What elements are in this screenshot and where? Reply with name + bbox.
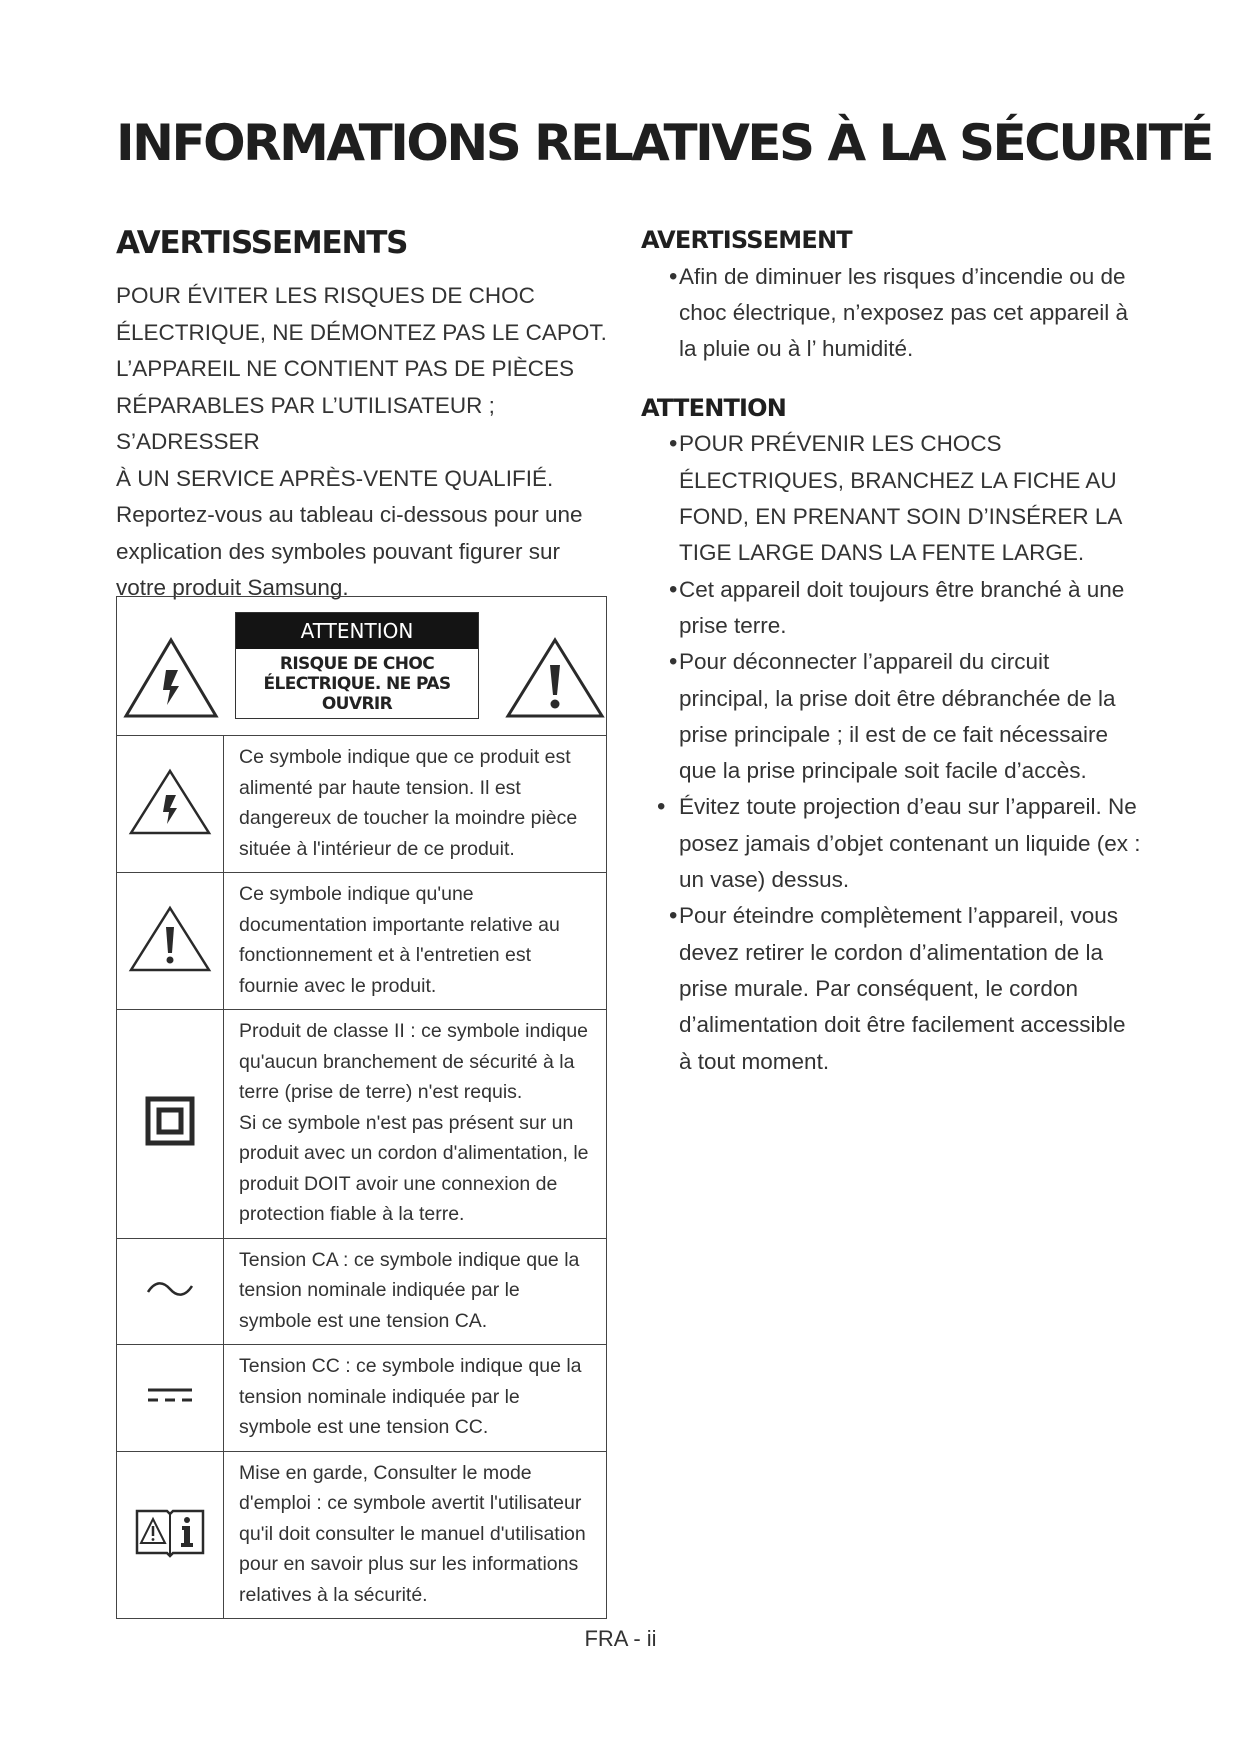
safety-notes [641,226,1141,1080]
page-number: FRA - ii [584,1626,657,1651]
avertissement-list [641,259,1141,368]
list-item: • Cet appareil doit toujours être branché à une prise terre. [641,572,1141,645]
warnings-section [116,226,611,607]
caution-label-title: ATTENTION [236,613,478,649]
caution-label-line: RISQUE DE CHOC [279,654,435,674]
warnings-heading: AVERTISSEMENTS [116,225,408,261]
symbol-description: Ce symbole indique qu'une documentation importante relative au fonctionnement et à l'entretien est fournie avec le produit. [239,883,560,997]
symbol-description: Ce symbole indique que ce produit est alimenté par haute tension. Il est dangereux de toucher la moindre pièce située à l'intérieur de ce produit. [239,746,578,860]
ac-tilde-icon [145,1277,195,1301]
caution-label-line: OUVRIR [321,694,393,714]
consult-manual-icon [133,1505,207,1559]
high-voltage-warning-icon [128,768,212,836]
caution-exclamation-icon [128,905,212,973]
warnings-caps-line: ÉLECTRIQUE, NE DÉMONTEZ PAS LE CAPOT. [116,319,607,345]
symbol-description: Tension CC : ce symbole indique que la tension nominale indiquée par le symbole est une tension CC. [239,1355,582,1438]
symbol-description: Si ce symbole n'est pas présent sur un produit avec un cordon d'alimentation, le produit DOIT avoir une connexion de protection fiable à la terre. [239,1111,589,1225]
list-item: • Pour éteindre complètement l’appareil, vous devez retirer le cordon d’alimentation de la prise murale. Par conséquent, le cordon d’alimentation doit être facilement accessible à tout moment. [641,898,1141,1079]
caution-label [235,612,479,719]
warnings-intro: Reportez-vous au tableau ci-dessous pour une explication des symboles pouvant figurer sur votre produit Samsung. [116,502,583,601]
caution-exclamation-icon [505,637,605,719]
symbol-description: Produit de classe II : ce symbole indique qu'aucun branchement de sécurité à la terre (prise de terre) n'est requis. [239,1020,589,1103]
symbol-row [117,1010,607,1239]
avertissement-heading: AVERTISSEMENT [641,226,852,254]
page-title: INFORMATIONS RELATIVES À LA SÉCURITÉ [116,114,1212,172]
attention-list [641,426,1141,1079]
caution-label-text [236,649,478,714]
symbol-row [117,873,607,1010]
warnings-text [116,278,611,607]
symbol-row [117,1345,607,1452]
class-ii-double-square-icon [145,1096,195,1146]
dc-lines-icon [145,1384,195,1406]
caution-label-line: ÉLECTRIQUE. NE PAS [263,674,451,694]
high-voltage-warning-icon [123,637,219,719]
list-item: • Afin de diminuer les risques d’incendie ou de choc électrique, n’exposez pas cet appareil à la pluie ou à l’ humidité. [641,259,1141,368]
attention-heading: ATTENTION [641,393,787,422]
warnings-caps-line: POUR ÉVITER LES RISQUES DE CHOC [116,283,535,309]
symbol-description: Tension CA : ce symbole indique que la tension nominale indiquée par le symbole est une tension CA. [239,1248,580,1332]
symbol-row [117,1238,607,1345]
caution-label-row [117,597,607,736]
warnings-caps-line: À UN SERVICE APRÈS-VENTE QUALIFIÉ. [116,465,554,491]
list-item: • POUR PRÉVENIR LES CHOCS ÉLECTRIQUES, BRANCHEZ LA FICHE AU FOND, EN PRENANT SOIN D’INSÉRER LA TIGE LARGE DANS LA FENTE LARGE. [641,426,1141,571]
list-item: • Pour déconnecter l’appareil du circuit principal, la prise doit être débranchée de la prise principale ; il est de ce fait nécessaire que la prise principale soit facile d’accès. [641,644,1141,789]
symbol-description: Mise en garde, Consulter le mode d'emploi : ce symbole avertit l'utilisateur qu'il doit consulter le manuel d'utilisation pour en savoir plus sur les informations relatives à la sécurité. [239,1461,586,1606]
list-item: • Évitez toute projection d’eau sur l’appareil. Ne posez jamais d’objet contenant un liquide (ex : un vase) dessus. [641,789,1141,898]
warnings-caps-line: L’APPAREIL NE CONTIENT PAS DE PIÈCES [116,356,575,382]
symbol-row [117,1451,607,1619]
warnings-caps-line: RÉPARABLES PAR L’UTILISATEUR ; S’ADRESSER [116,392,495,455]
symbol-row [117,736,607,873]
symbols-table [116,596,607,1619]
